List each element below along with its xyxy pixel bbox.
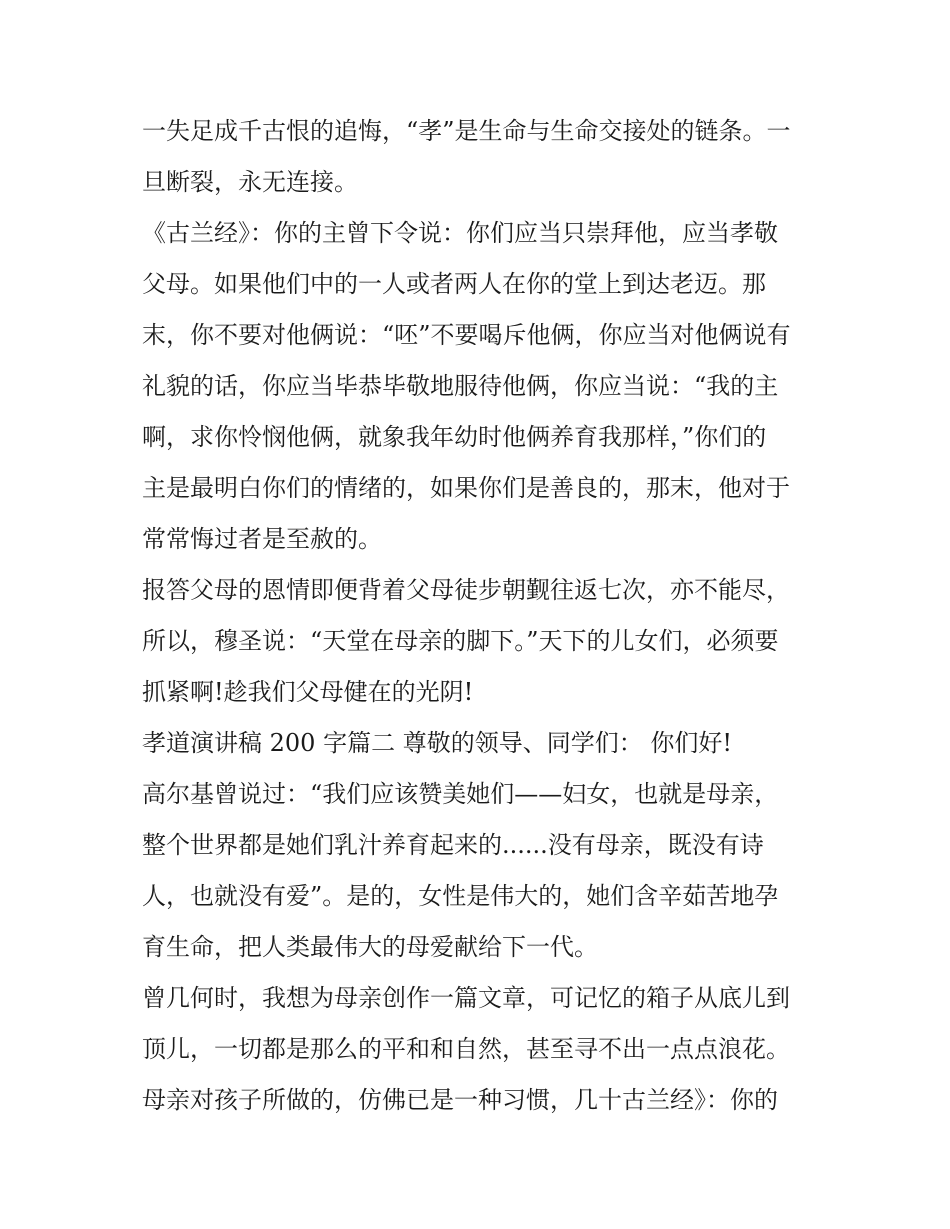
text-line: 啊，求你怜悯他俩，就象我年幼时他俩养育我那样，”你们的 (142, 423, 767, 451)
text-line: 《古兰经》：你的主曾下令说：你们应当只崇拜他，应当孝敬 (142, 219, 778, 247)
text-line: 整个世界都是她们乳汁养育起来的......没有母亲，既没有诗 (142, 831, 764, 859)
text-line: 末，你不要对他俩说：“呸”不要喝斥他俩，你应当对他俩说有 (142, 321, 791, 349)
text-line: 主是最明白你们的情绪的，如果你们是善良的，那末，他对于 (142, 474, 790, 502)
text-line: 人，也就没有爱”。是的，女性是伟大的，她们含辛茹苦地孕 (142, 882, 779, 910)
text-line: 报答父母的恩情即便背着父母徒步朝觐往返七次，亦不能尽， (142, 576, 790, 604)
text-line: 高尔基曾说过：“我们应该赞美她们——妇女，也就是母亲， (142, 780, 779, 808)
text-line: 母亲对孩子所做的，仿佛已是一种习惯，几十古兰经》：你的 (142, 1086, 778, 1114)
text-line: 常常悔过者是至赦的。 (142, 525, 382, 553)
text-line: 旦断裂，永无连接。 (142, 168, 358, 196)
text-line: 所以，穆圣说：“天堂在母亲的脚下。”天下的儿女们，必须要 (142, 627, 779, 655)
text-line: 抓紧啊!趁我们父母健在的光阴! (142, 678, 474, 706)
text-line: 父母。如果他们中的一人或者两人在你的堂上到达老迈。那 (142, 270, 766, 298)
text-line: 孝道演讲稿 200 字篇二 尊敬的领导、同学们： 你们好! (142, 729, 732, 757)
text-line: 育生命，把人类最伟大的母爱献给下一代。 (142, 933, 598, 961)
text-line: 曾几何时，我想为母亲创作一篇文章，可记忆的箱子从底儿到 (142, 984, 790, 1012)
text-line: 顶儿，一切都是那么的平和和自然，甚至寻不出一点点浪花。 (142, 1035, 790, 1063)
text-line: 一失足成千古恨的追悔，“孝”是生命与生命交接处的链条。一 (142, 117, 791, 145)
text-line: 礼貌的话，你应当毕恭毕敬地服待他俩，你应当说：“我的主 (142, 372, 779, 400)
document-body (142, 106, 822, 1126)
